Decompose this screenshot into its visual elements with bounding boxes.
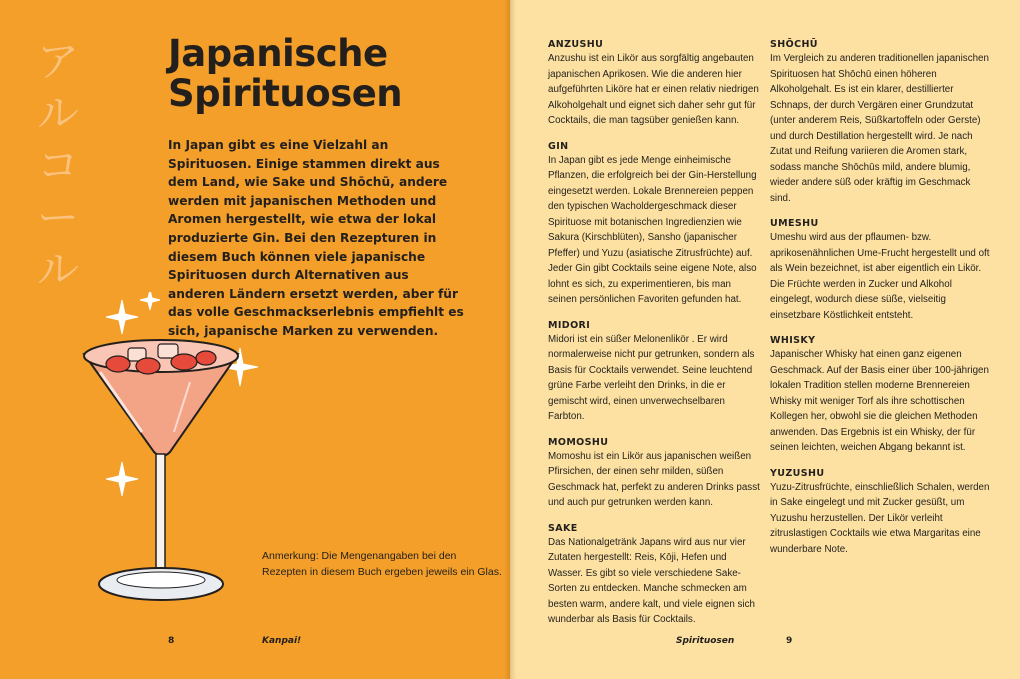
entry-heading: SHŌCHŪ	[770, 39, 818, 50]
running-head-right: Spirituosen	[676, 636, 735, 646]
glossary-entry	[548, 38, 760, 129]
glossary-column-2	[770, 38, 990, 568]
entry-heading: SAKE	[548, 522, 578, 534]
katakana-char: コ	[36, 141, 79, 190]
katakana-char: ア	[36, 37, 79, 86]
entry-heading: GIN	[548, 140, 569, 152]
book-gutter	[504, 0, 516, 679]
entry-heading: YUZUSHU	[770, 467, 825, 479]
sparkle-icon	[106, 462, 138, 496]
entry-text: Umeshu wird aus der pflaumen- bzw. aprikosenähnlichen Ume-Frucht hergestellt und oft als Wein bezeichnet, ist aber eigentlich ein Likör. Die Früchte werden in Zucker und Alkohol eingelegt, wodurch diese süße, vielseitig einsetzbare Köstlichkeit entsteht.	[770, 232, 990, 321]
sparkle-icon	[106, 300, 138, 334]
entry-text: Im Vergleich zu anderen traditionellen japanischen Spirituosen hat Shōchū einen höheren Alkoholgehalt. Es ist ein klarer, destillierter Schnaps, der durch Vergären einer Grundzutat (unter anderem Reis, Süßkartoffeln oder Gerste) und durch Destillation hergestellt wird. Je nach Zutat und Reifung variieren die Aromen stark, sodass manche Shōchūs mild, andere blumig, wieder andere süß oder kräftig im Geschmack sind.	[770, 53, 989, 204]
katakana-char: ル	[36, 89, 79, 138]
page-title	[168, 34, 488, 114]
glossary-entry	[548, 140, 760, 308]
entry-text: Yuzu-Zitrusfrüchte, einschließlich Schalen, werden in Sake eingelegt und mit Zucker gesüßt, um Yuzushu herzustellen. Der Likör verleiht zitruslastigen Cocktails wie etwa Margaritas eine wunderbare Note.	[770, 481, 990, 555]
running-head-left: Kanpai!	[262, 636, 302, 646]
footnote	[262, 548, 502, 580]
glossary-entry	[548, 436, 760, 511]
sparkle-icon	[140, 292, 160, 310]
entry-text: Midori ist ein süßer Melonenlikör . Er wird normalerweise nicht pur getrunken, sondern als Basis für Cocktails verwendet. Seine leuchtend grüne Farbe verleiht den Drinks, in die er gemischt wird, einen unverwechselbaren Farbton.	[548, 333, 755, 422]
entry-text: Anzushu ist ein Likör aus sorgfältig angebauten japanischen Aprikosen. Wie die anderen hier aufgeführten Liköre hat er einen relativ niedrigen Alkoholgehalt und eignet sich daher sehr gut für Cocktails, die man tagsüber genießen kann.	[548, 53, 759, 126]
glossary-entry	[770, 217, 990, 323]
glossary-column-1	[548, 38, 760, 639]
glossary-entry	[548, 522, 760, 628]
entry-text: Das Nationalgetränk Japans wird aus nur vier Zutaten hergestellt: Reis, Kōji, Hefen und Wasser. Es gibt so viele verschiedene Sake-Sorten zu entdecken. Manche schmecken am besten warm, andere kalt, und viele eignen sich wunderbar als Basis für Cocktails.	[548, 536, 755, 625]
entry-heading: WHISKY	[770, 335, 816, 346]
right-page	[510, 0, 1020, 679]
entry-text: In Japan gibt es jede Menge einheimische Pflanzen, die erfolgreich bei der Gin-Herstellung eingesetzt werden. Lokale Brennereien peppen den typischen Wacholdergeschmack dieser Spirituose mit botanischen Ingredienzien wie Sakura (Kirschblüten), Sansho (japanischer Pfeffer) und Yuzu (asiatische Zitrusfrüchte) auf. Jeder Gin gibt Cocktails seine eigene Note, also lohnt es sich, zu experimentieren, bis man seinen persönlichen Favoriten gefunden hat.	[548, 154, 757, 305]
entry-heading: UMESHU	[770, 218, 819, 229]
cocktail-glass-illustration	[70, 292, 270, 632]
title-line-1: Japanische	[168, 32, 388, 75]
katakana-char: ー	[36, 193, 79, 242]
entry-heading: MOMOSHU	[548, 436, 609, 448]
entry-text: Japanischer Whisky hat einen ganz eigenen Geschmack. Auf der Basis einer über 100-jährigen lokalen Tradition stellen moderne Brennereien Whisky mit weniger Torf als ihre schottischen Kollegen her, obwohl sie die gleichen Methoden anwenden. Das Ergebnis ist ein Whisky, der für seinen leichten, weichen Abgang bekannt ist.	[770, 349, 989, 453]
vertical-japanese-title	[34, 36, 82, 296]
katakana-char: ル	[36, 245, 79, 294]
glossary-entry	[548, 319, 760, 425]
entry-heading: MIDORI	[548, 319, 591, 331]
intro-paragraph: In Japan gibt es eine Vielzahl an Spirituosen. Einige stammen direkt aus dem Land, wie Sake und Shōchū, andere werden mit japanischen Methoden und Aromen hergestellt, wie etwa der lokal produzierte Gin. Bei den Rezepturen in diesem Buch können viele japanische Spirituosen durch Alternativen aus anderen Ländern ersetzt werden, aber für das volle Geschmackserlebnis empfiehlt es sich, japanische Marken zu verwenden.	[168, 138, 464, 338]
footnote-line: Anmerkung: Die Mengenangaben bei den	[262, 550, 457, 562]
glossary-entry	[770, 467, 990, 558]
glossary-entry	[770, 38, 990, 206]
page-number-left: 8	[168, 636, 175, 646]
title-line-2: Spirituosen	[168, 72, 403, 115]
page-number-right: 9	[786, 636, 793, 646]
entry-heading: ANZUSHU	[548, 39, 604, 50]
entry-text: Momoshu ist ein Likör aus japanischen weißen Pfirsichen, der einen sehr milden, süßen Geschmack hat, perfekt zu anderen Drinks passt und auch pur getrunken werden kann.	[548, 450, 760, 508]
footnote-line: Rezepten in diesem Buch ergeben jeweils ein Glas.	[262, 566, 502, 578]
glossary-entry	[770, 334, 990, 456]
